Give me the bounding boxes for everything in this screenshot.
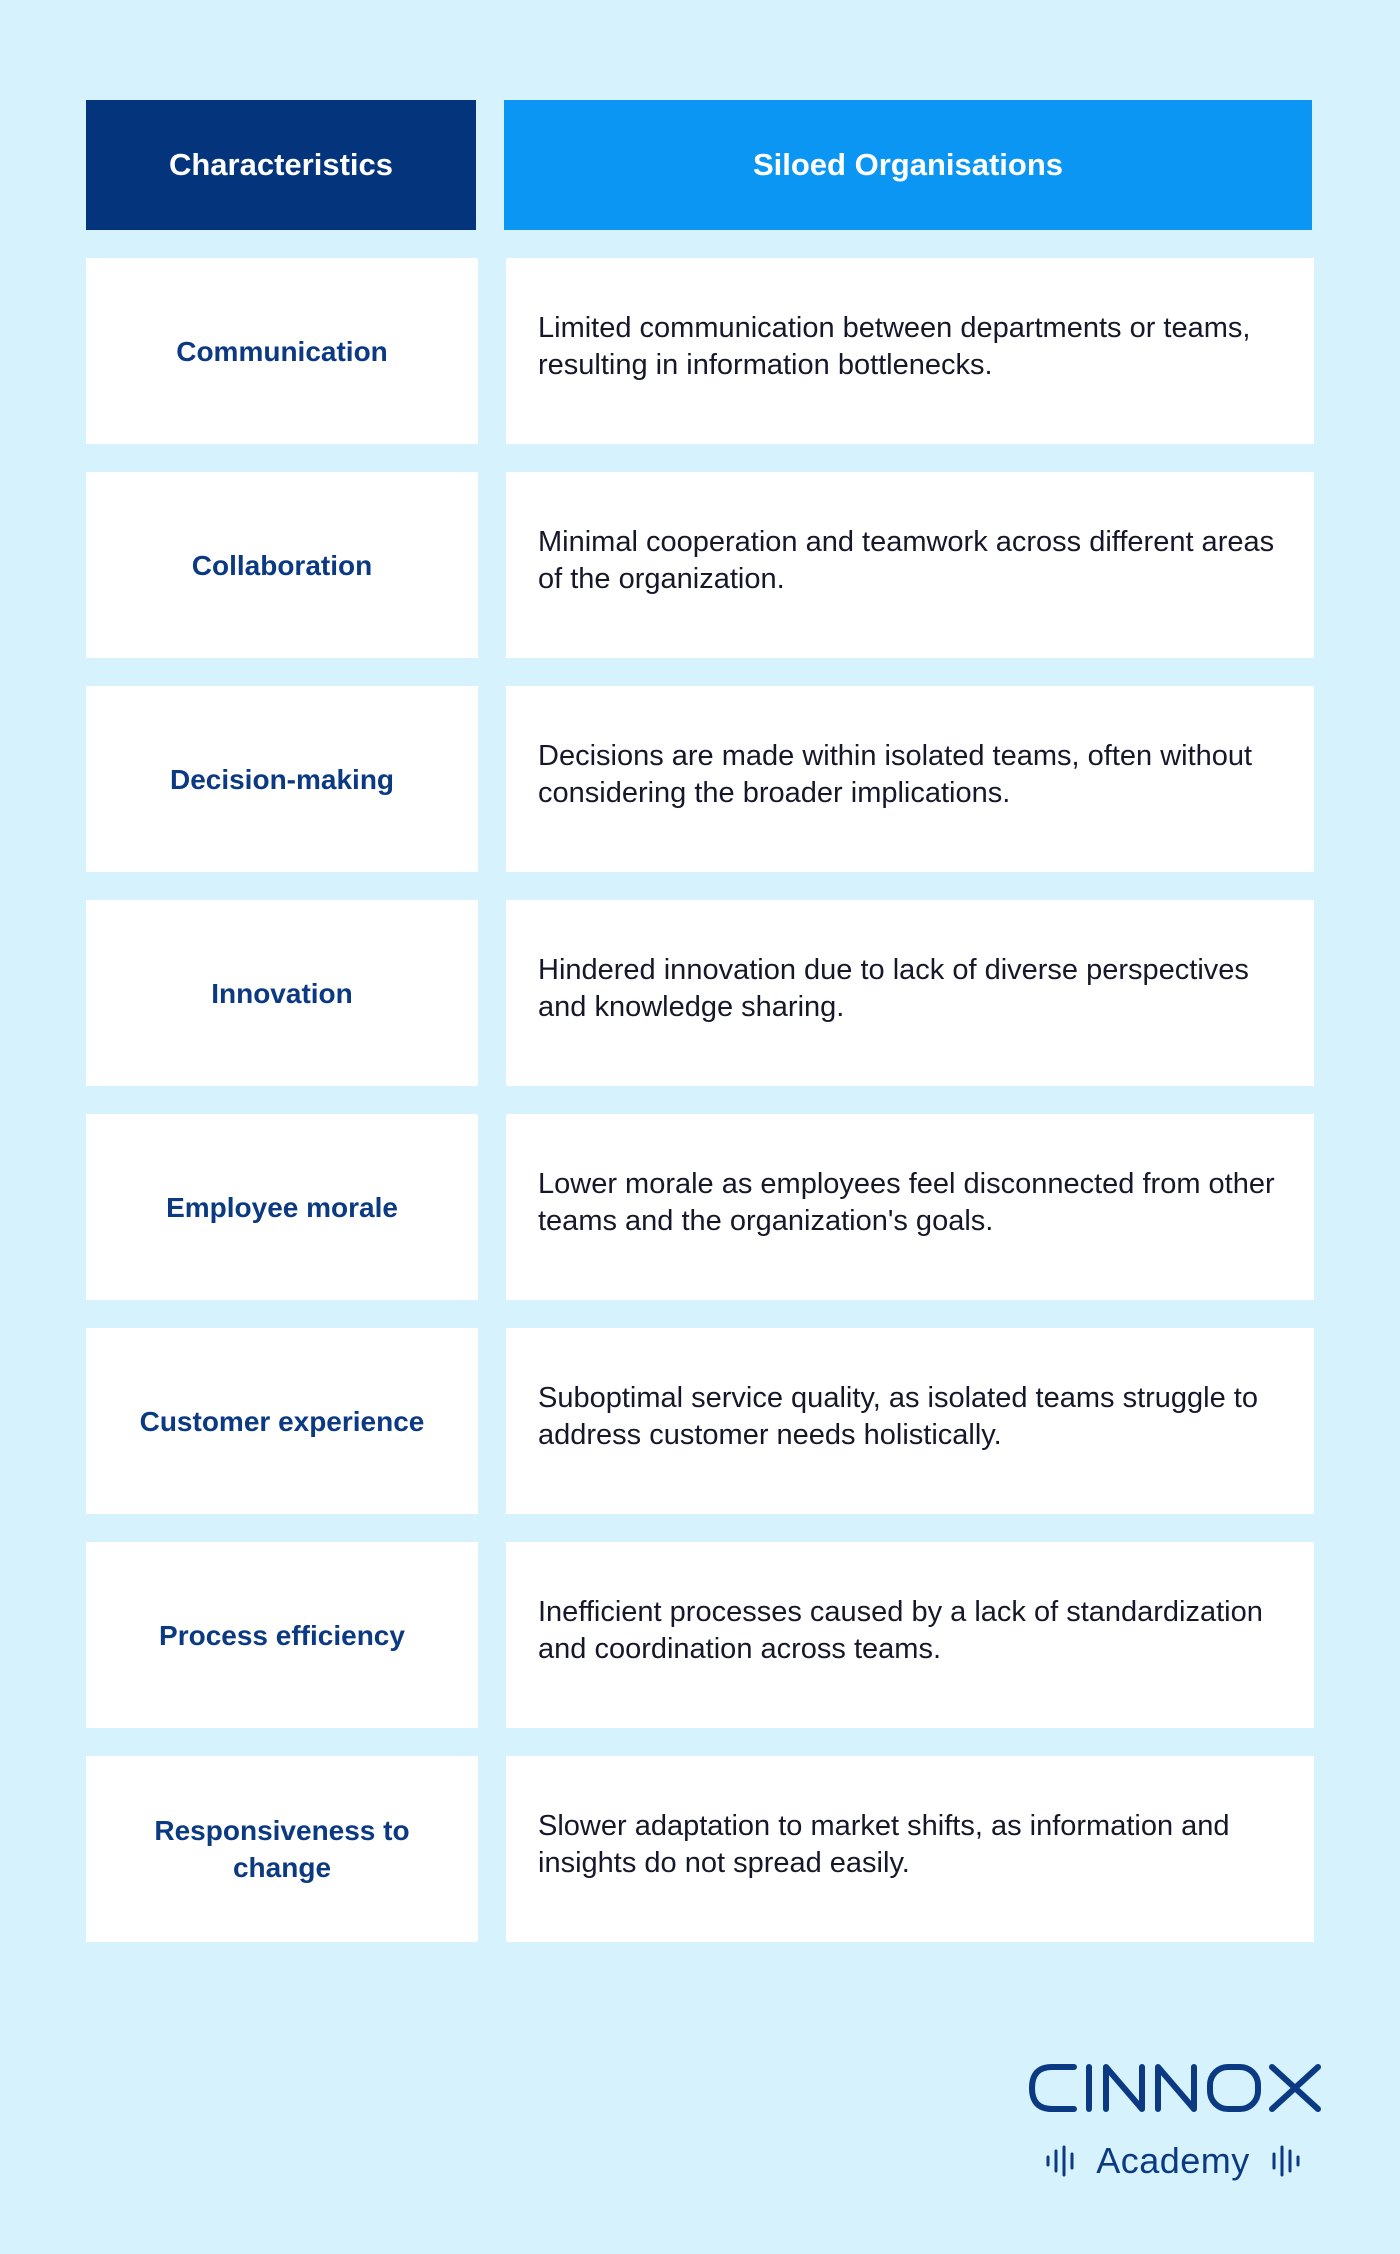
description-text: Suboptimal service quality, as isolated teams struggle to address customer needs holistically. xyxy=(538,1382,1258,1451)
characteristic-label: Process efficiency xyxy=(159,1619,405,1651)
table-row xyxy=(86,1756,1314,1942)
characteristic-cell xyxy=(86,258,478,444)
table-row xyxy=(86,258,1314,444)
cinnox-academy-logo xyxy=(1020,2050,1326,2180)
table-row xyxy=(86,1114,1314,1300)
characteristic-label: Communication xyxy=(176,335,388,367)
characteristic-cell xyxy=(86,1756,478,1942)
description-text: Inefficient processes caused by a lack of standardization and coordination across teams. xyxy=(538,1596,1263,1665)
characteristic-label: Collaboration xyxy=(191,549,373,581)
table-row xyxy=(86,686,1314,872)
description-text: Slower adaptation to market shifts, as information and insights do not spread easily. xyxy=(538,1810,1230,1879)
sound-wave-icon xyxy=(1268,2144,1302,2178)
cinnox-wordmark xyxy=(1026,2058,1324,2118)
description-text: Hindered innovation due to lack of diverse perspectives and knowledge sharing. xyxy=(538,954,1249,1023)
characteristic-label: Decision-making xyxy=(169,763,395,795)
characteristic-cell xyxy=(86,1114,478,1300)
description-text: Lower morale as employees feel disconnected from other teams and the organization's goals. xyxy=(538,1168,1275,1237)
description-text: Minimal cooperation and teamwork across different areas of the organization. xyxy=(538,526,1275,595)
table-row xyxy=(86,472,1314,658)
characteristic-cell xyxy=(86,1328,478,1514)
description-text: Limited communication between departments or teams, resulting in information bottlenecks. xyxy=(538,312,1251,381)
characteristic-label: Innovation xyxy=(211,977,353,1009)
header-siloed-organisations: Siloed Organisations xyxy=(504,100,1312,230)
characteristic-label: Employee morale xyxy=(166,1191,398,1223)
sound-wave-icon xyxy=(1044,2144,1078,2178)
description-cell xyxy=(506,1756,1314,1942)
characteristic-label: Responsiveness to change xyxy=(154,1815,410,1883)
header-characteristics: Characteristics xyxy=(86,100,476,230)
description-cell xyxy=(506,1542,1314,1728)
characteristic-label: Customer experience xyxy=(139,1405,425,1437)
description-cell xyxy=(506,686,1314,872)
description-cell xyxy=(506,900,1314,1086)
table-row xyxy=(86,1542,1314,1728)
description-cell xyxy=(506,1328,1314,1514)
characteristic-cell xyxy=(86,472,478,658)
academy-text: Academy xyxy=(1096,2140,1250,2181)
table-row xyxy=(86,1328,1314,1514)
description-cell xyxy=(506,258,1314,444)
characteristic-cell xyxy=(86,900,478,1086)
description-text: Decisions are made within isolated teams, often without considering the broader implications. xyxy=(538,740,1253,809)
description-cell xyxy=(506,472,1314,658)
characteristic-cell xyxy=(86,1542,478,1728)
description-cell xyxy=(506,1114,1314,1300)
characteristic-cell xyxy=(86,686,478,872)
table-row xyxy=(86,900,1314,1086)
academy-subtitle-row xyxy=(1020,2138,1326,2184)
